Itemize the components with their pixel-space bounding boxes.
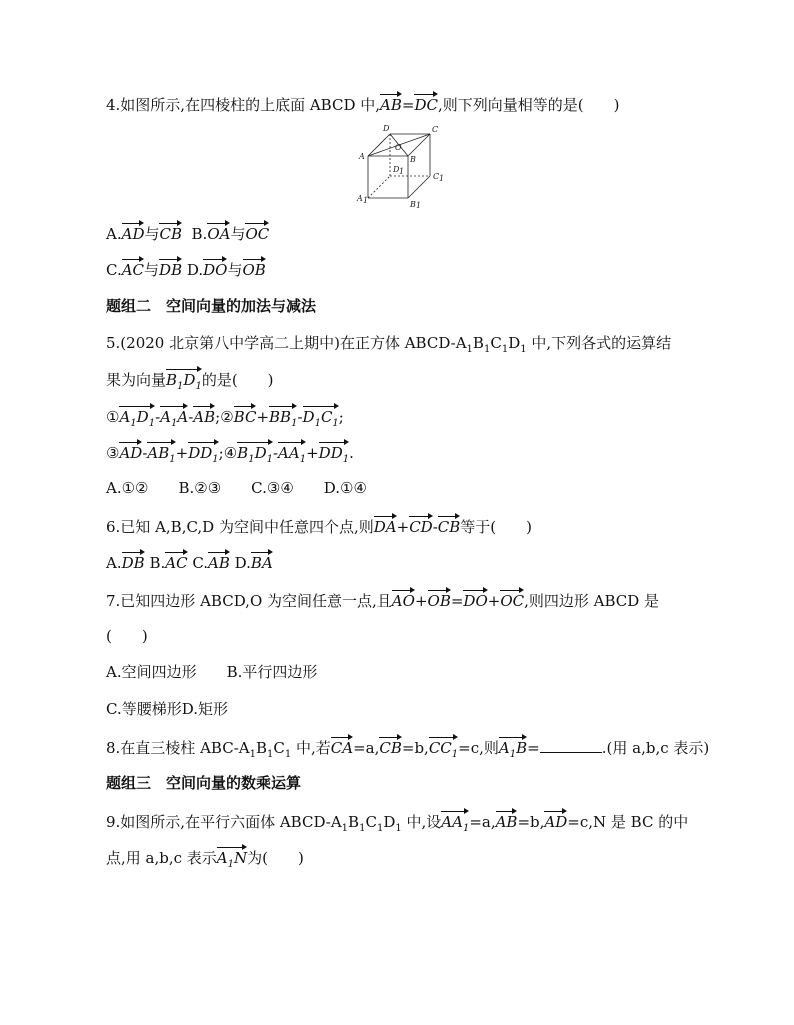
vec-ad-q9: AD — [544, 810, 567, 832]
label-a1-sub: 1 — [363, 196, 369, 205]
q5-e1-a2: A — [160, 408, 171, 426]
q5-e1-a2b: A — [177, 408, 189, 426]
q5-e1-sep: ; — [215, 408, 221, 426]
q5-text-c: 果为向量 — [106, 371, 167, 389]
q5-e1-s1: 1 — [130, 418, 137, 429]
q5-expressions-34 — [106, 441, 734, 470]
label-c1: C — [433, 172, 440, 181]
q5-e4-dd: DD — [318, 444, 343, 462]
q4-opt-a-label: A. — [106, 225, 122, 243]
q6-text-a: 6.已知 A,B,C,D 为空间中任意四个点,则 — [106, 518, 374, 536]
vec-ab-q6: AB — [208, 551, 230, 573]
vec-do: DO — [203, 258, 227, 280]
q8-stem — [106, 736, 734, 765]
q8-eq-c: =c,则 — [458, 739, 499, 757]
label-d1-sub: 1 — [399, 167, 405, 176]
q5-e2-s2: 1 — [291, 418, 298, 429]
vec-ad-e3: AD — [119, 441, 142, 463]
vec-a1n — [217, 846, 247, 875]
q9-text-b: 中,设 — [401, 813, 442, 831]
vec-cd: CD — [409, 515, 433, 537]
vec-ba: BA — [251, 551, 273, 573]
q5-e2-minus: - — [297, 408, 303, 426]
q8-tail: .(用 a,b,c 表示) — [601, 739, 710, 757]
vec-ob: OB — [243, 258, 266, 280]
vec-b1d1 — [166, 368, 202, 397]
q7-options-ab: A.空间四边形 B.平行四边形 — [106, 663, 318, 681]
q5-text-d: 的是( ) — [201, 371, 274, 389]
q5-e2-s3: 1 — [314, 418, 321, 429]
q8-answer-blank[interactable] — [540, 738, 602, 753]
vec-a1b — [499, 736, 527, 765]
q5-e2-s3b: 1 — [332, 418, 339, 429]
q9-sub4: 1 — [395, 823, 402, 834]
vec-bb1 — [269, 405, 297, 434]
group2-heading: 题组二 空间向量的加法与减法 — [106, 297, 317, 315]
q5-e1-d: D — [136, 408, 149, 426]
q5-e4-d: D — [254, 444, 267, 462]
label-d: D — [383, 124, 390, 133]
q5-e2-sep: ; — [338, 408, 344, 426]
vec-a1a — [160, 405, 188, 434]
q6-stem — [106, 515, 734, 537]
q5-e3-mark: ③ — [106, 444, 120, 462]
q6-opt-c: C. — [187, 554, 209, 572]
q4-text-a: 4.如图所示,在四棱柱的上底面 ABCD 中, — [106, 96, 381, 114]
q5-target-sub: 1 — [177, 381, 184, 392]
q9-a-sub: 1 — [227, 859, 235, 870]
q9-eq-c: =c,N 是 BC 的中 — [567, 813, 689, 831]
label-c: C — [432, 125, 439, 134]
q7-eq: = — [450, 592, 464, 610]
vec-aa1-q9 — [441, 810, 469, 839]
q5-text-b: 中,下列各式的运算结 — [526, 334, 672, 352]
q9-sub3: 1 — [376, 823, 384, 834]
vec-da: DA — [374, 515, 397, 537]
vec-dc: DC — [414, 93, 438, 115]
q5-e3-plus: + — [175, 444, 189, 462]
q5-expressions-12 — [106, 405, 734, 434]
q9-aa-sub: 1 — [462, 823, 470, 834]
q5-e1-minus2: - — [188, 408, 194, 426]
vec-dd1-e4 — [319, 441, 349, 470]
q9-stem-2 — [106, 846, 734, 875]
vec-ac: AC — [122, 258, 144, 280]
label-b1-sub: 1 — [416, 201, 422, 208]
q5-stem — [106, 333, 734, 360]
q8-text-a: 8.在直三棱柱 ABC-A — [106, 739, 250, 757]
q8-eq-d: = — [527, 739, 540, 757]
q4-opt-a-and: 与 — [144, 225, 160, 243]
q5-c: C — [490, 334, 502, 352]
q6-opt-b: B. — [144, 554, 166, 572]
q9-text-a: 9.如图所示,在平行六面体 ABCD-A — [106, 813, 342, 831]
vec-ac-q6: AC — [165, 551, 187, 573]
vec-ao: AO — [392, 589, 415, 611]
q5-e4-mark: ④ — [223, 444, 238, 462]
q5-e4-minus: - — [272, 444, 279, 462]
q5-text-a: 5.(2020 北京第八中学高二上期中)在正方体 ABCD-A — [106, 334, 467, 352]
q5-sub1: 1 — [466, 344, 473, 355]
label-a: A — [359, 152, 365, 161]
q6-opt-a: A. — [106, 554, 122, 572]
vec-b1d1-e4 — [237, 441, 273, 470]
q5-e1-mark: ① — [106, 408, 120, 426]
vec-oa: OA — [207, 222, 230, 244]
q5-e4-s3: 1 — [342, 454, 350, 465]
q6-text-b: 等于( ) — [460, 518, 532, 536]
q8-cc-sub: 1 — [451, 749, 459, 760]
vec-do-q7: DO — [463, 589, 487, 611]
q4-opt-c-label: C. — [106, 261, 122, 279]
q5-target-sub2: 1 — [195, 381, 202, 392]
q8-a: A — [498, 739, 510, 757]
vec-oc-q7: OC — [500, 589, 524, 611]
q5-e2-d: D — [302, 408, 315, 426]
q5-e2-bb: BB — [269, 408, 292, 426]
q8-c: C — [273, 739, 285, 757]
q5-e4-aa: AA — [278, 444, 300, 462]
q9-text-d: 为( ) — [247, 849, 304, 867]
q6-plus: + — [396, 518, 410, 536]
q9-d: D — [383, 813, 396, 831]
vec-ab1 — [147, 441, 175, 470]
q8-cc: CC — [428, 739, 452, 757]
q9-b: B — [348, 813, 360, 831]
q7-plus2: + — [487, 592, 501, 610]
q9-sub1: 1 — [341, 823, 349, 834]
q8-b: B — [255, 739, 267, 757]
q5-e3-minus: - — [142, 444, 148, 462]
q8-b2: B — [516, 739, 528, 757]
q7-paren: ( ) — [106, 627, 148, 645]
q4-opt-c-and: 与 — [144, 261, 160, 279]
vec-d1c1 — [303, 405, 339, 434]
q5-target-d: D — [183, 371, 196, 389]
q5-sub3: 1 — [501, 344, 509, 355]
q9-stem — [106, 810, 734, 839]
q9-aa: AA — [441, 813, 463, 831]
q5-e2-plus: + — [256, 408, 270, 426]
label-o: O — [395, 143, 402, 152]
q5-e3-s3: 1 — [212, 454, 219, 465]
vec-db-q6: DB — [122, 551, 145, 573]
label-b1: B — [410, 200, 416, 208]
q5-options: A.①② B.②③ C.③④ D.①④ — [106, 479, 367, 497]
vec-ca: CA — [331, 736, 353, 758]
q4-text-b: ,则下列向量相等的是( ) — [437, 96, 620, 114]
group3-heading: 题组三 空间向量的数乘运算 — [106, 774, 302, 792]
vec-cc1 — [429, 736, 458, 765]
vec-bc: BC — [234, 405, 257, 427]
vec-ab: AB — [380, 93, 402, 115]
vec-aa1 — [278, 441, 306, 470]
q9-eq-a: =a, — [469, 813, 496, 831]
q8-a-sub: 1 — [509, 749, 517, 760]
q4-opt-d-label: D. — [186, 261, 204, 279]
q4-eq: = — [401, 96, 415, 114]
vec-cb: CB — [159, 222, 182, 244]
vec-ab-q9: AB — [496, 810, 518, 832]
q9-a: A — [216, 849, 228, 867]
vec-ab-e1: AB — [193, 405, 215, 427]
q5-e1-a: A — [119, 408, 131, 426]
q7-text-a: 7.已知四边形 ABCD,O 为空间任意一点,且 — [106, 592, 392, 610]
q5-target-b: B — [166, 371, 178, 389]
q4-options-ab — [106, 222, 734, 244]
q7-plus1: + — [414, 592, 428, 610]
q5-e4-s2: 1 — [299, 454, 307, 465]
q8-eq-a: =a, — [353, 739, 380, 757]
q6-options — [106, 551, 734, 573]
label-a1: A — [357, 194, 363, 203]
q5-d: D — [508, 334, 521, 352]
q8-sub1: 1 — [249, 749, 256, 760]
q6-opt-d: D. — [229, 554, 251, 572]
q5-e2-mark: ② — [220, 408, 234, 426]
vec-db: DB — [159, 258, 182, 280]
q5-b: B — [472, 334, 484, 352]
q9-eq-b: =b, — [517, 813, 545, 831]
label-c1-sub: 1 — [439, 174, 445, 183]
q4-opt-d-and: 与 — [227, 261, 243, 279]
q8-sub2: 1 — [267, 749, 274, 760]
q5-e4-s1: 1 — [248, 454, 255, 465]
q4-opt-b-label: B. — [191, 225, 208, 243]
vec-cb-q8: CB — [379, 736, 402, 758]
vec-a1d1 — [119, 405, 155, 434]
q7-stem — [106, 589, 734, 611]
q5-stem-2 — [106, 368, 734, 397]
q5-e4-plus: + — [306, 444, 319, 462]
q6-minus: - — [432, 518, 438, 536]
vec-ob-q7: OB — [428, 589, 451, 611]
q7-options-cd: C.等腰梯形D.矩形 — [106, 700, 228, 718]
q5-e3-sep: ; — [218, 444, 224, 462]
q5-e3-ab: AB — [147, 444, 170, 462]
q5-e1-s1b: 1 — [148, 418, 156, 429]
q9-n: N — [234, 849, 248, 867]
vec-ad: AD — [122, 222, 145, 244]
label-b: B — [410, 155, 416, 164]
q5-e1-minus1: - — [155, 408, 161, 426]
q5-e4-s1b: 1 — [266, 454, 273, 465]
q4-stem — [106, 93, 734, 115]
q4-options-cd — [106, 258, 734, 280]
q7-text-b: ,则四边形 ABCD 是 — [524, 592, 660, 610]
q8-text-b: 中,若 — [291, 739, 331, 757]
vec-dd1 — [188, 441, 218, 470]
q9-sub2: 1 — [359, 823, 366, 834]
q5-e3-s2: 1 — [169, 454, 176, 465]
q8-eq-b: =b, — [401, 739, 429, 757]
q4-prism-figure — [350, 122, 450, 208]
q5-e1-s2: 1 — [171, 418, 178, 429]
vec-oc: OC — [245, 222, 269, 244]
q9-text-c: 点,用 a,b,c 表示 — [106, 849, 217, 867]
q5-e4-end: . — [349, 444, 354, 462]
q9-c: C — [365, 813, 377, 831]
q5-e2-c: C — [320, 408, 333, 426]
q5-e4-b: B — [237, 444, 249, 462]
label-d1: D — [393, 165, 400, 174]
q8-sub3: 1 — [284, 749, 292, 760]
vec-cb-q6: CB — [438, 515, 461, 537]
q5-sub2: 1 — [483, 344, 491, 355]
q4-opt-b-and: 与 — [230, 225, 246, 243]
q5-e3-dd: DD — [188, 444, 213, 462]
q5-sub4: 1 — [520, 344, 527, 355]
